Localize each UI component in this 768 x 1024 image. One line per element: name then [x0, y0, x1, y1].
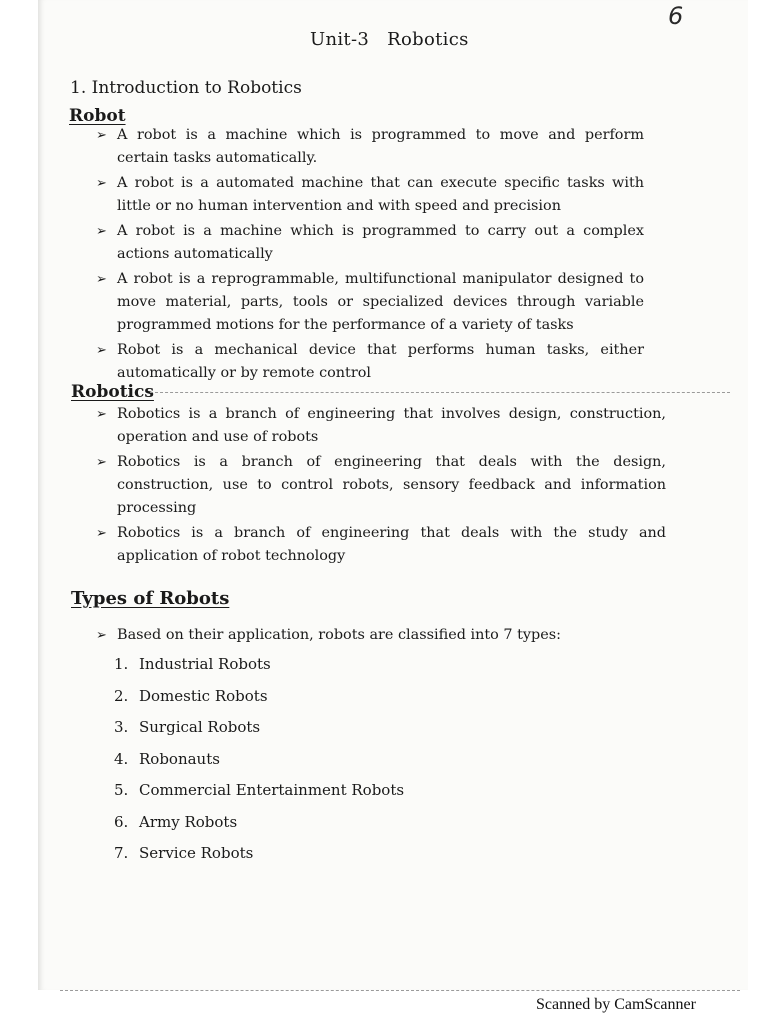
- item-label: Robonauts: [139, 749, 220, 768]
- robotics-bullet-list: [96, 403, 666, 568]
- robot-bullet-list: [96, 124, 644, 385]
- item-label: Army Robots: [139, 812, 238, 831]
- list-item: [96, 403, 666, 449]
- section-title: 1. Introduction to Robotics: [70, 78, 302, 98]
- item-number: 7.: [114, 844, 129, 862]
- bullet-text: A robot is a machine which is programmed to carry out a complex actions automatically: [117, 223, 644, 262]
- page-number: 6: [668, 2, 684, 30]
- list-item: [114, 748, 404, 780]
- arrow-bullet-icon: ➢: [96, 272, 107, 287]
- item-label: Industrial Robots: [139, 655, 271, 673]
- arrow-bullet-icon: ➢: [96, 455, 107, 470]
- arrow-bullet-icon: ➢: [96, 407, 107, 422]
- list-item: [96, 339, 644, 385]
- bullet-text: Robotics is a branch of engineering that deals with the design, construction, use to control robots, sensory feedback and information processing: [117, 454, 666, 516]
- item-number: 1.: [114, 655, 129, 673]
- item-number: 5.: [114, 781, 129, 799]
- item-label: Service Robots: [139, 844, 254, 862]
- robotics-heading: Robotics: [71, 382, 154, 402]
- bullet-text: A robot is a reprogrammable, multifunctional manipulator designed to move material, parts, tools or specialized devices through variable programmed motions for the performance of a variety of tasks: [117, 271, 644, 333]
- list-item: [96, 451, 666, 520]
- list-item: [96, 624, 676, 647]
- list-item: [96, 522, 666, 568]
- item-label: Domestic Robots: [139, 686, 268, 705]
- bullet-text: Robotics is a branch of engineering that involves design, construction, operation and use of robots: [117, 406, 666, 445]
- unit-title: Unit-3 Robotics: [310, 29, 469, 50]
- item-label: Surgical Robots: [139, 718, 261, 736]
- bullet-text: Robot is a mechanical device that performs human tasks, either automatically or by remote control: [117, 342, 644, 381]
- item-number: 4.: [114, 749, 129, 768]
- list-item: [96, 220, 644, 266]
- bullet-text: Robotics is a branch of engineering that deals with the study and application of robot technology: [117, 525, 666, 564]
- bottom-divider: [60, 990, 740, 991]
- bullet-text: Based on their application, robots are classified into 7 types:: [117, 627, 562, 643]
- types-heading: Types of Robots: [71, 588, 230, 609]
- types-intro-list: [96, 624, 676, 647]
- divider: [150, 392, 730, 393]
- list-item: [96, 268, 644, 337]
- item-number: 2.: [114, 686, 129, 705]
- list-item: [114, 716, 404, 748]
- list-item: [114, 811, 404, 843]
- list-item: [114, 685, 404, 717]
- arrow-bullet-icon: ➢: [96, 343, 107, 358]
- arrow-bullet-icon: ➢: [96, 224, 107, 239]
- list-item: [114, 779, 404, 811]
- item-label: Commercial Entertainment Robots: [139, 781, 405, 799]
- arrow-bullet-icon: ➢: [96, 176, 107, 191]
- arrow-bullet-icon: ➢: [96, 526, 107, 541]
- list-item: [96, 124, 644, 170]
- bullet-text: A robot is a machine which is programmed to move and perform certain tasks automatically.: [117, 127, 644, 166]
- list-item: [114, 653, 404, 685]
- item-number: 6.: [114, 812, 129, 831]
- scanned-page: [38, 0, 748, 990]
- item-number: 3.: [114, 718, 129, 736]
- robot-types-list: [114, 653, 404, 874]
- robot-heading: Robot: [69, 106, 126, 126]
- arrow-bullet-icon: ➢: [96, 628, 107, 643]
- list-item: [96, 172, 644, 218]
- list-item: [114, 842, 404, 874]
- scanner-watermark: Scanned by CamScanner: [536, 996, 696, 1013]
- arrow-bullet-icon: ➢: [96, 128, 107, 143]
- bullet-text: A robot is a automated machine that can execute specific tasks with little or no human intervention and with speed and precision: [117, 175, 644, 214]
